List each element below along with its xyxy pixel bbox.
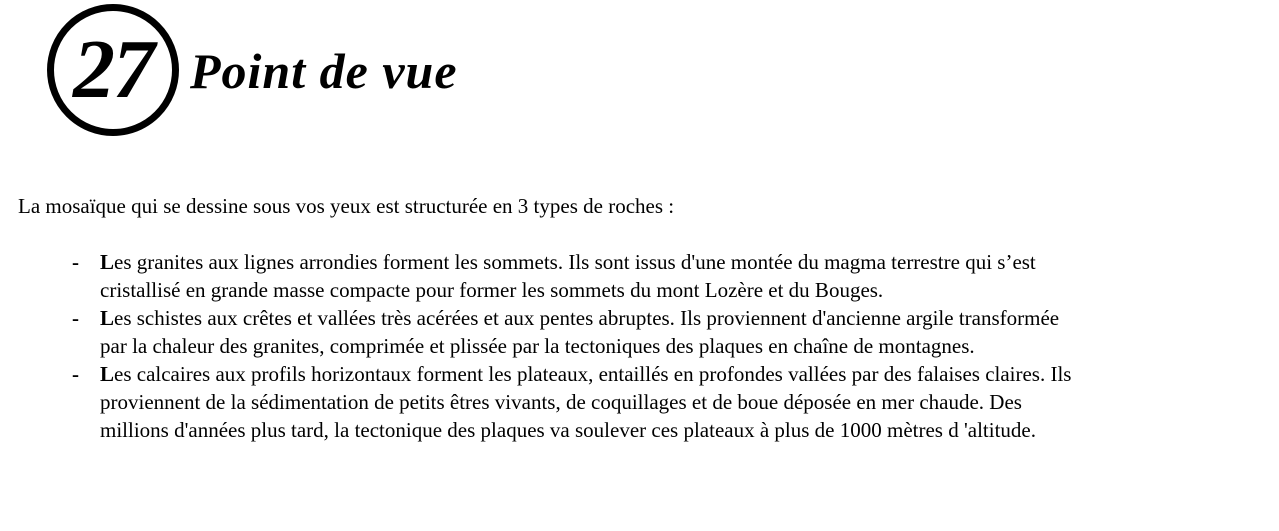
rock-types-list [72,248,1082,444]
intro-paragraph: La mosaïque qui se dessine sous vos yeux est structurée en 3 types de roches : [18,194,675,218]
list-item-calcaires [72,360,1082,444]
number-badge [47,4,179,136]
list-item-text: es granites aux lignes arrondies forment les sommets. Ils sont issus d'une montée du magma terrestre qui s’est cristallisé en grande masse compacte pour former les sommets du mont Lozère et du Bouges. [100,250,1036,302]
badge-number: 27 [73,23,153,116]
list-item-text: es calcaires aux profils horizontaux forment les plateaux, entaillés en profondes vallées par des falaises claires. Ils proviennent de la sédimentation de petits êtres vivants, de coquillages et de boue déposée en mer chaude. Des millions d'années plus tard, la tectonique des plaques va soulever ces plateaux à plus de 1000 mètres d 'altitude. [100,362,1072,442]
page-title: Point de vue [190,43,458,99]
list-item-lead-letter: L [100,250,115,274]
list-item-schistes [72,304,1082,360]
list-bullet: - [72,362,79,386]
list-bullet: - [72,250,79,274]
list-item-lead-letter: L [100,362,115,386]
list-item-lead-letter: L [100,306,115,330]
list-item-text: es schistes aux crêtes et vallées très acérées et aux pentes abruptes. Ils proviennent d'ancienne argile transformée par la chaleur des granites, comprimée et plissée par la tectoniques des plaques en chaîne de montagnes. [100,306,1060,358]
list-item-granites [72,248,1082,304]
list-bullet: - [72,306,79,330]
